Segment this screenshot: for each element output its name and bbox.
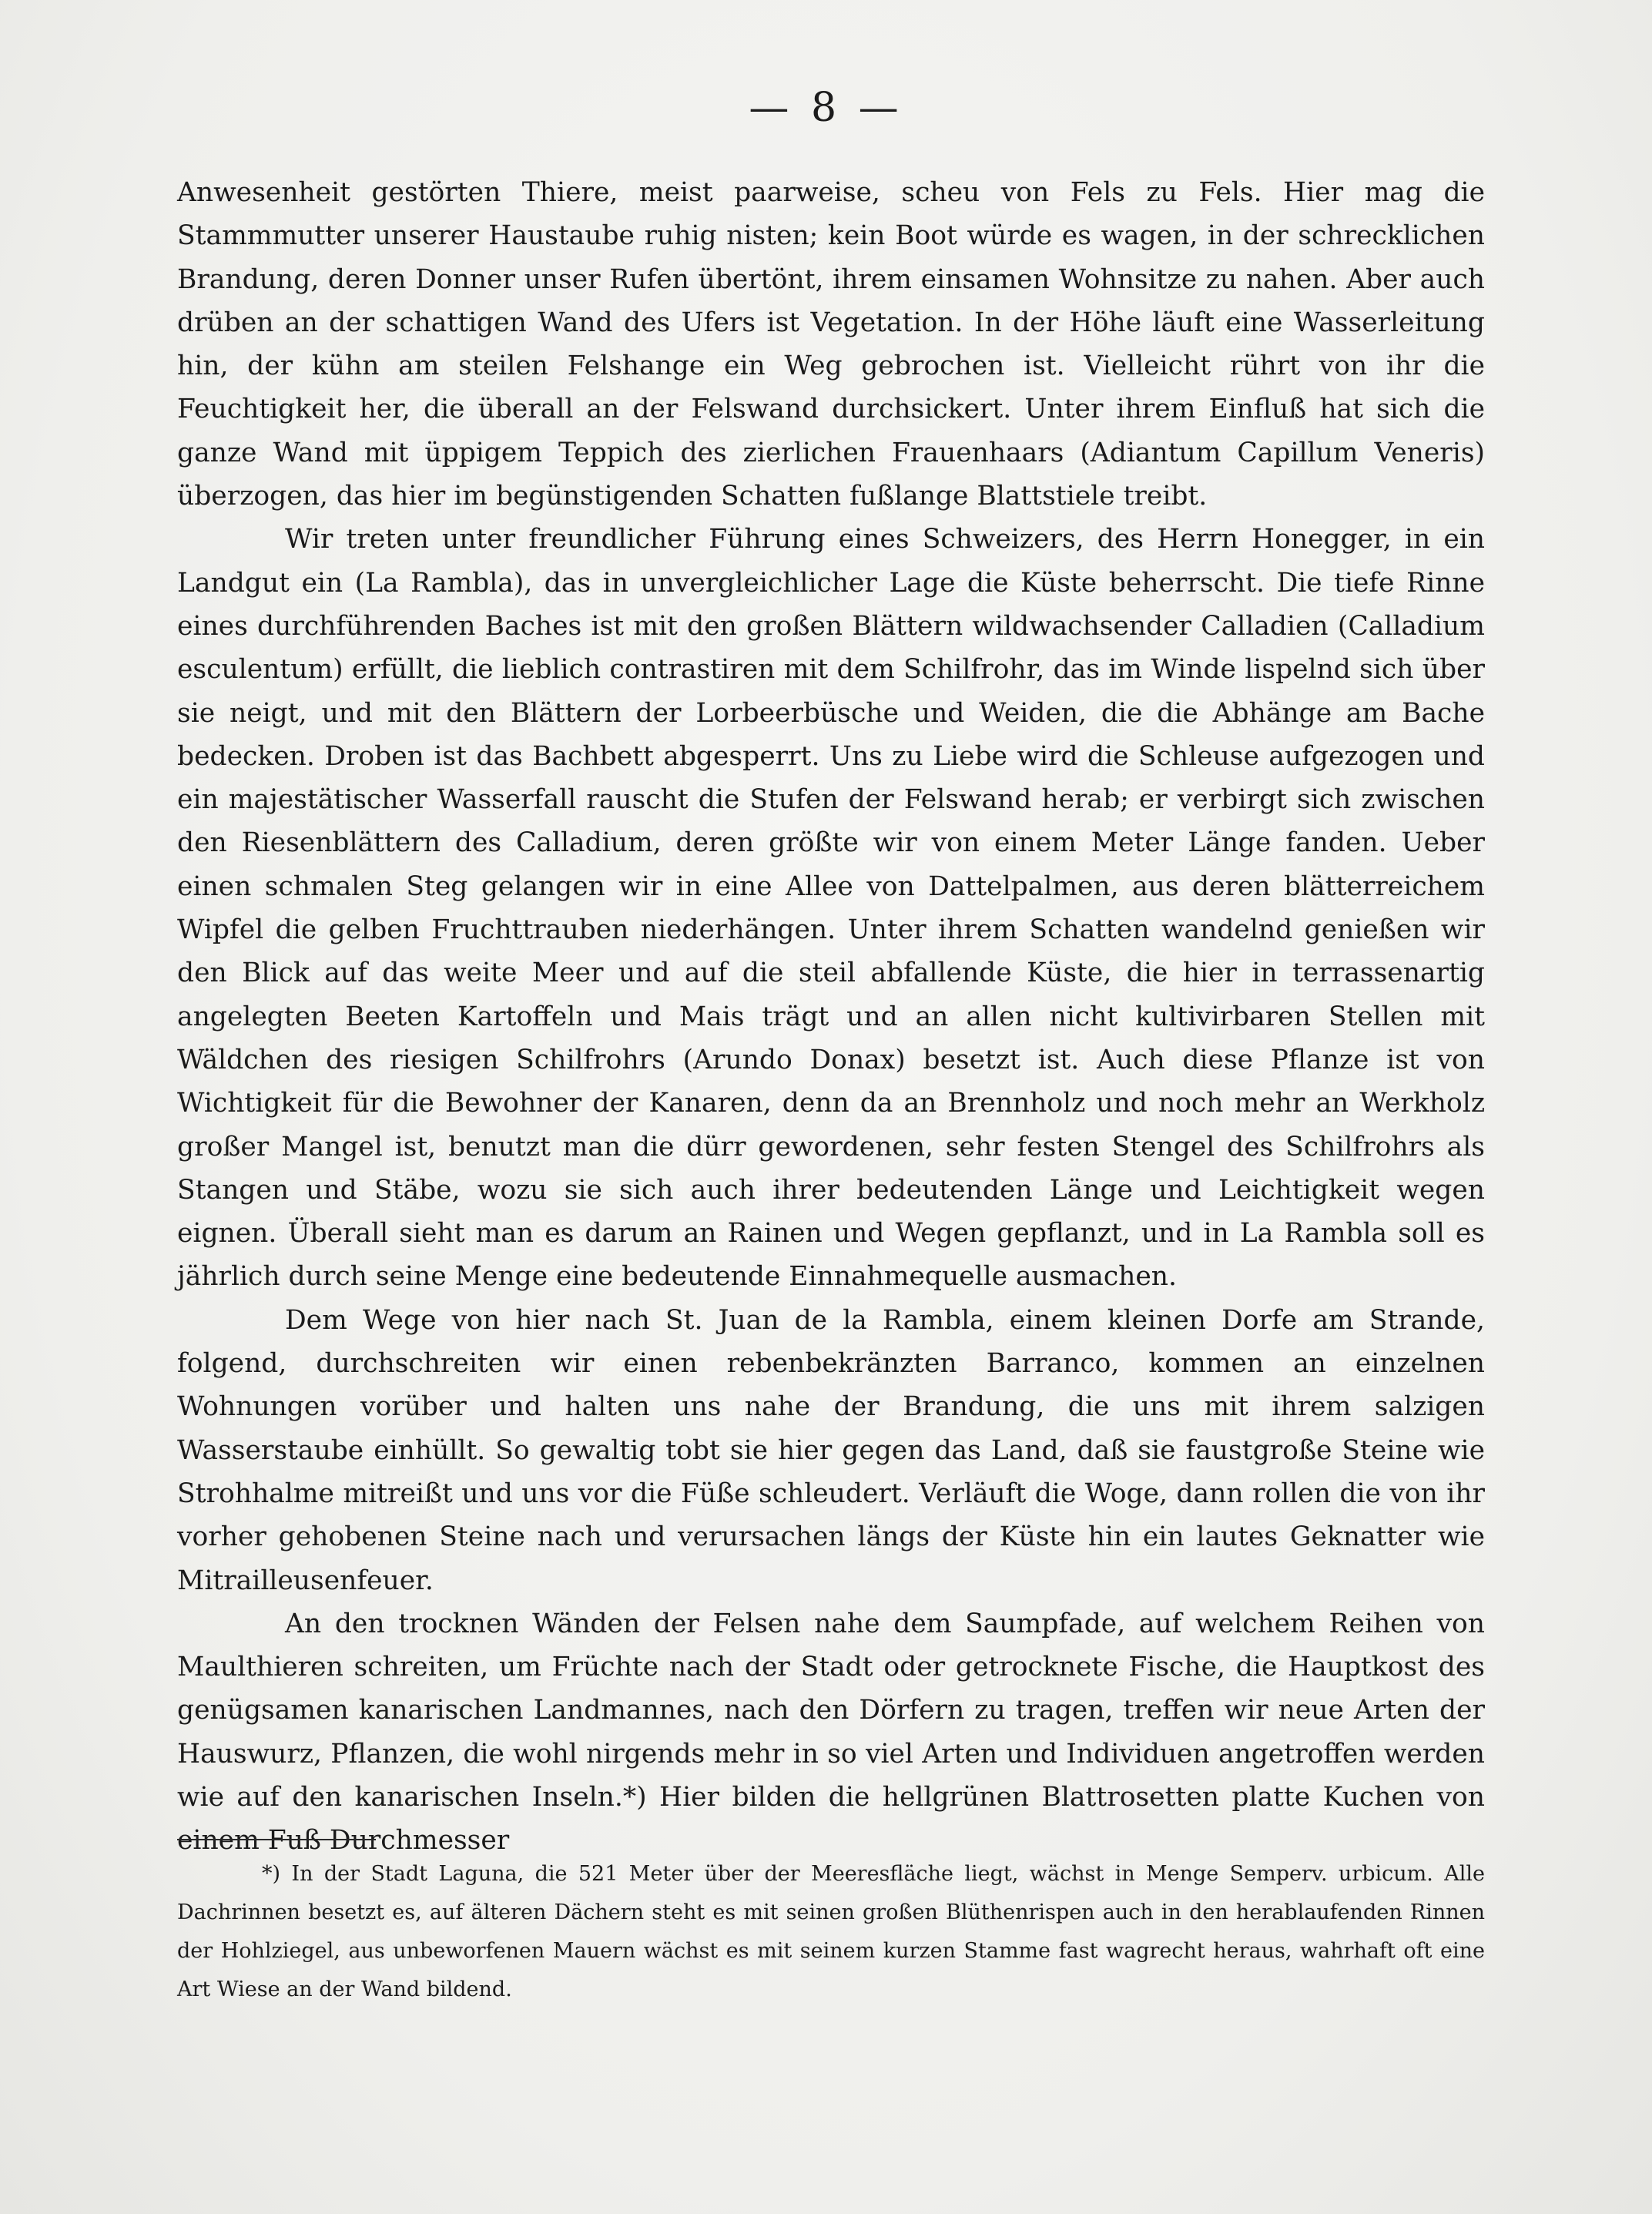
footnote-text: *) In der Stadt Laguna, die 521 Meter über der Meeresfläche liegt, wächst in Menge Semperv. urbicum. Alle Dachrinnen besetzt es, auf älteren Dächern steht es mit seinen großen Blüthenrispen auch in den herablaufenden Rinnen der Hohlziegel, aus unbeworfenen Mauern wächst es mit seinem kurzen Stamme fast wagrecht heraus, wahrhaft oft eine Art Wiese an der Wand bildend.: [177, 1862, 1485, 2001]
paragraph-1: Anwesenheit gestörten Thiere, meist paarweise, scheu von Fels zu Fels. Hier mag die Stammmutter unserer Haustaube ruhig nisten; kein Boot würde es wagen, in der schrecklichen Brandung, deren Donner unser Rufen übertönt, ihrem einsamen Wohnsitze zu nahen. Aber auch drüben an der schattigen Wand des Ufers ist Vegetation. In der Höhe läuft eine Wasserleitung hin, der kühn am steilen Felshange ein Weg gebrochen ist. Vielleicht rührt von ihr die Feuchtigkeit her, die überall an der Felswand durchsickert. Unter ihrem Einfluß hat sich die ganze Wand mit üppigem Teppich des zierlichen Frauenhaars (Adiantum Capillum Veneris) überzogen, das hier im begünstigenden Schatten fußlange Blattstiele treibt.: [177, 177, 1485, 512]
paragraph-3: Dem Wege von hier nach St. Juan de la Rambla, einem kleinen Dorfe am Strande, folgend, durchschreiten wir einen rebenbekränzten Barranco, kommen an einzelnen Wohnungen vorüber und halten uns nahe der Brandung, die uns mit ihrem salzigen Wasserstaube einhüllt. So gewaltig tobt sie hier gegen das Land, daß sie faustgroße Steine wie Strohhalme mitreißt und uns vor die Füße schleudert. Verläuft die Woge, dann rollen die von ihr vorher gehobenen Steine nach und verursachen längs der Küste hin ein lautes Geknatter wie Mitrailleusenfeuer.: [177, 1304, 1485, 1596]
main-text: [177, 171, 1485, 1863]
footnote: [177, 1855, 1485, 2009]
footnote-divider: [177, 1839, 376, 1840]
page-number: — 8 —: [749, 85, 903, 131]
paragraph-2: Wir treten unter freundlicher Führung eines Schweizers, des Herrn Honegger, in ein Landgut ein (La Rambla), das in unvergleichlicher Lage die Küste beherrscht. Die tiefe Rinne eines durchführenden Baches ist mit den großen Blättern wildwachsender Calladien (Calladium esculentum) erfüllt, die lieblich contrastiren mit dem Schilfrohr, das im Winde lispelnd sich über sie neigt, und mit den Blättern der Lorbeerbüsche und Weiden, die die Abhänge am Bache bedecken. Droben ist das Bachbett abgesperrt. Uns zu Liebe wird die Schleuse aufgezogen und ein majestätischer Wasserfall rauscht die Stufen der Felswand herab; er verbirgt sich zwischen den Riesenblättern des Calladium, deren größte wir von einem Meter Länge fanden. Ueber einen schmalen Steg gelangen wir in eine Allee von Dattelpalmen, aus deren blätterreichem Wipfel die gelben Fruchttrauben niederhängen. Unter ihrem Schatten wandelnd genießen wir den Blick auf das weite Meer und auf die steil abfallende Küste, die hier in terrassenartig angelegten Beeten Kartoffeln und Mais trägt und an allen nicht kultivirbaren Stellen mit Wäldchen des riesigen Schilfrohrs (Arundo Donax) besetzt ist. Auch diese Pflanze ist von Wichtigkeit für die Bewohner der Kanaren, denn da an Brennholz und noch mehr an Werkholz großer Mangel ist, benutzt man die dürr gewordenen, sehr festen Stengel des Schilfrohrs als Stangen und Stäbe, wozu sie sich auch ihrer bedeutenden Länge und Leichtigkeit wegen eignen. Überall sieht man es darum an Rainen und Wegen gepflanzt, und in La Rambla soll es jährlich durch seine Menge eine bedeutende Einnahmequelle ausmachen.: [177, 524, 1485, 1293]
paragraph-4: An den trocknen Wänden der Felsen nahe dem Saumpfade, auf welchem Reihen von Maulthieren schreiten, um Früchte nach der Stadt oder getrocknete Fische, die Hauptkost des genügsamen kanarischen Landmannes, nach den Dörfern zu tragen, treffen wir neue Arten der Hauswurz, Pflanzen, die wohl nirgends mehr in so viel Arten und Individuen angetroffen werden wie auf den kanarischen Inseln.*) Hier bilden die hellgrünen Blattrosetten platte Kuchen von einem Fuß Durchmesser: [177, 1608, 1485, 1857]
